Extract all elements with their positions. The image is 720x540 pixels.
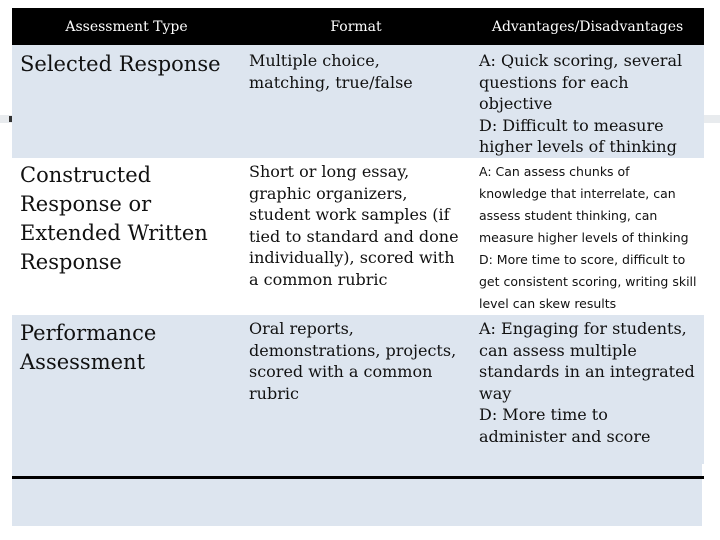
assessment-type-cell: Constructed Response or Extended Written Response (12, 158, 241, 315)
header-assessment-type: Assessment Type (12, 8, 241, 45)
table-header-row (12, 8, 704, 45)
advantages-cell: A: Engaging for students, can assess multiple standards in an integrated way D: More time to administer and score (471, 315, 704, 464)
table-bottom-rule (12, 476, 704, 479)
table-row (12, 45, 704, 158)
header-advantages: Advantages/Disadvantages (471, 8, 704, 45)
advantages-cell: A: Can assess chunks of knowledge that interrelate, can assess student thinking, can measure higher levels of thinking D: More time to score, difficult to get consistent scoring, writing skill level can skew results (471, 158, 704, 315)
format-cell: Multiple choice, matching, true/false (241, 45, 471, 158)
assessment-type-cell: Selected Response (12, 45, 241, 158)
table-row (12, 158, 704, 315)
advantages-cell: A: Quick scoring, several questions for each objective D: Difficult to measure higher levels of thinking (471, 45, 704, 158)
header-format: Format (241, 8, 471, 45)
assessment-type-cell: Performance Assessment (12, 315, 241, 464)
table-row (12, 315, 704, 464)
format-cell: Short or long essay, graphic organizers, student work samples (if tied to standard and done individually), scored with a common rubric (241, 158, 471, 315)
format-cell: Oral reports, demonstrations, projects, scored with a common rubric (241, 315, 471, 464)
assessment-table (12, 8, 704, 464)
